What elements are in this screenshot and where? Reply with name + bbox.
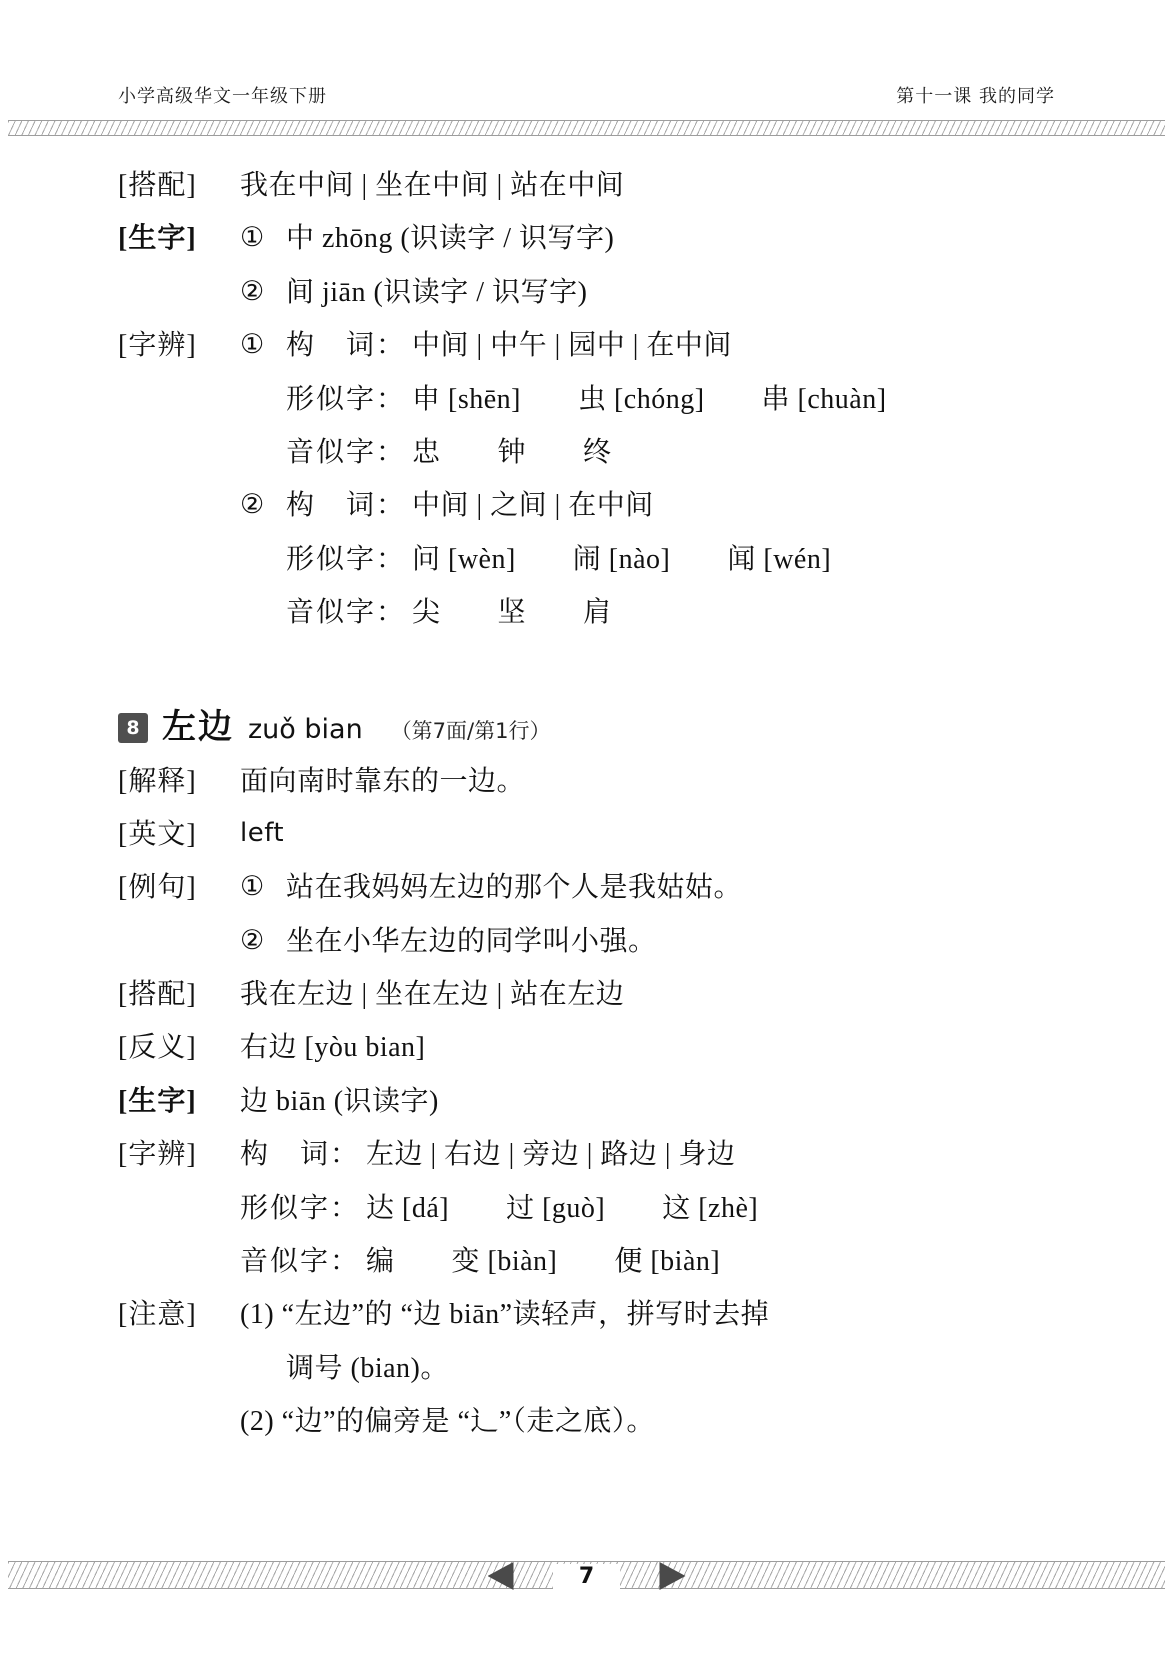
row-sublabel: 音似字： [286,436,407,468]
entry-number-badge: 8 [118,713,148,743]
row-similarsound-1 [286,431,1068,474]
row-collocation [118,164,1068,207]
page-number: 7 [553,1564,620,1589]
row-tag: [例句] [118,872,197,904]
row-tag: [英文] [118,818,197,850]
row-text: 左边 | 右边 | 旁边 | 路边 | 身边 [366,1139,736,1171]
row-note-1 [118,1293,1068,1336]
row-sublabel: 形似字： [286,383,407,415]
row-tag: [字辨] [118,330,197,362]
entry-word: 左边 [162,708,234,746]
row-similarform [240,1187,1068,1230]
row-sublabel: 形似字： [286,543,407,575]
row-text: 中 zhōng (识读字 / 识写字) [286,223,615,255]
row-text: 坐在小华左边的同学叫小强。 [286,925,657,957]
row-text: 编 变 [biàn] 便 [biàn] [366,1246,721,1278]
row-sublabel: 音似字： [286,597,407,629]
row-tag: [生字] [118,223,197,255]
row-text: 调号 (bian)。 [286,1352,449,1384]
page-number-container [482,1554,692,1598]
row-text: 达 [dá] 过 [guò] 这 [zhè] [366,1192,759,1224]
entry-heading [118,699,1068,748]
section-zuobian [118,699,1068,1444]
row-english [118,813,1068,856]
row-sublabel: 音似字： [240,1246,361,1278]
row-tag: [搭配] [118,979,197,1011]
row-note-1-cont [286,1347,1068,1390]
row-sublabel: 构 词： [286,330,407,362]
row-text: 忠 钟 终 [412,436,612,468]
row-chardistinguish-2 [118,484,1068,527]
entry-reference: （第7面/第1行） [390,718,551,743]
row-sublabel: 形似字： [240,1192,361,1224]
row-number: ① [240,222,265,253]
row-antonym [118,1026,1068,1069]
row-text: 间 jiān (识读字 / 识写字) [286,276,588,308]
row-text: 我在左边 | 坐在左边 | 站在左边 [240,979,625,1011]
row-similarsound [240,1240,1068,1283]
row-similarform-1 [286,378,1068,421]
section-zhongjian [118,164,1068,635]
row-sublabel: 构 词： [286,490,407,522]
row-collocation [118,973,1068,1016]
row-text: left [240,817,285,848]
row-number: ② [240,489,265,520]
row-text: 中间 | 中午 | 园中 | 在中间 [412,330,732,362]
row-text: 我在中间 | 坐在中间 | 站在中间 [240,170,625,201]
row-text: 站在我妈妈左边的那个人是我姑姑。 [286,872,743,904]
row-similarsound-2 [286,591,1068,634]
row-tag: [字辨] [118,1139,197,1171]
row-tag: [注意] [118,1299,197,1331]
row-tag: [生字] [118,1085,197,1117]
row-text: 尖 坚 肩 [412,597,612,629]
row-text: 面向南时靠东的一边。 [240,765,526,797]
entry-pinyin: zuǒ bian [248,713,363,745]
row-number: ② [240,275,265,306]
section-spacer [118,645,1068,699]
row-text: 中间 | 之间 | 在中间 [412,490,654,522]
row-text: (2) “边”的偏旁是 “辶”（走之底）。 [240,1406,655,1438]
row-newchar-1 [118,217,1068,260]
header-divider-rule [8,120,1165,136]
row-definition [118,760,1068,803]
row-note-2 [118,1400,1068,1443]
row-text: 边 biān (识读字) [240,1085,439,1117]
page-content [118,164,1068,1454]
row-newchar [118,1080,1068,1123]
row-sublabel: 构 词： [240,1139,361,1171]
row-tag: [搭配] [118,170,197,201]
row-number: ① [240,329,265,360]
header-book-title: 小学高级华文一年级下册 [118,86,327,107]
row-tag: [解释] [118,765,197,797]
row-number: ② [240,924,265,955]
header-lesson-title: 第十一课 我的同学 [896,86,1055,107]
row-text: 问 [wèn] 闹 [nào] 闻 [wén] [412,543,832,575]
page-header [0,78,1173,112]
row-similarform-2 [286,538,1068,581]
row-example-1 [118,866,1068,909]
row-chardistinguish-1 [118,324,1068,367]
row-example-2 [118,920,1068,963]
row-text: 申 [shēn] 虫 [chóng] 串 [chuàn] [412,383,887,415]
row-text: 右边 [yòu bian] [240,1032,426,1064]
row-text: (1) “左边”的 “边 biān”读轻声，拼写时去掉 [240,1299,770,1331]
row-newchar-2 [118,271,1068,314]
row-chardistinguish [118,1133,1068,1176]
row-number: ① [240,871,265,902]
row-tag: [反义] [118,1032,197,1064]
